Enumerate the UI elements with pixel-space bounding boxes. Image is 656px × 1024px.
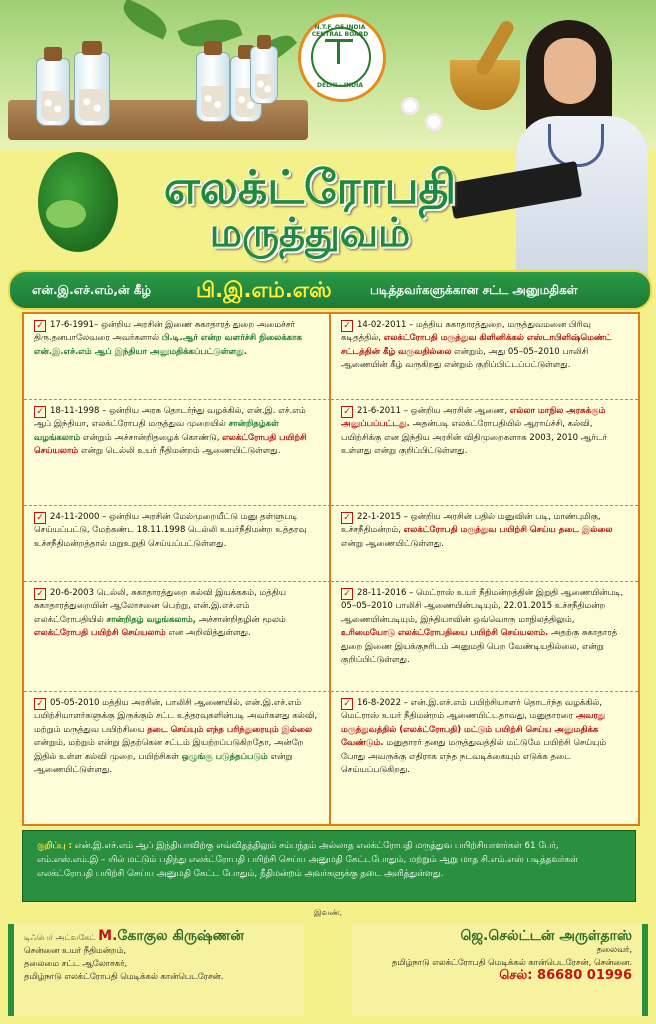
phone-number: செல்: 86680 01996: [499, 968, 632, 983]
flower-image: [428, 116, 440, 128]
checkbox-icon: ✓: [341, 698, 353, 710]
page-title-line1: எலக்ட்ரோபதி: [163, 160, 457, 214]
ribbon-text-1: என்.இ.எச்.எம்,ன் கீழ்: [32, 283, 152, 297]
flower-image: [404, 100, 416, 112]
pill-bottle-image: [74, 52, 110, 126]
leaf-image: [118, 0, 173, 40]
rulings-grid: [22, 312, 640, 826]
ruling-cell: ✓ 24-11-2000 – ஒன்றிய அரசின் மேல்முறையீட்டு மனு தள்ளுபடி செய்யப்பட்டு, மேற்கண்ட 18.11.1998 டெல்லி உயர்நீதிமன்ற உத்தரவு உச்சநீதிமன்றத்தால் மறுஉறுதி செய்யப்பட்டுள்ளது.: [24, 506, 331, 582]
note-label: குறிப்பு :: [37, 841, 73, 851]
page-title-line2: மருத்துவம்: [209, 210, 411, 256]
ruling-cell: ✓ 21-6-2011 – ஒன்றிய அரசின் ஆணை, எல்லா மாநில அரசுக்கும் அனுப்பப்பட்டது. அதன்படி எலக்ட்ரோபதியில் ஆராய்ச்சி, கல்வி, பயிற்சிக்கு என இந்திய அரசின் விதிமுறைகளாக 2003, 2010 ஆர்டர் உள்ளது என்று குறிப்பிட்டுள்ளது.: [331, 400, 638, 506]
pill-bottle-image: [196, 52, 230, 122]
checkbox-icon: ✓: [34, 320, 46, 332]
note-box: [22, 830, 636, 902]
checkbox-icon: ✓: [34, 588, 46, 600]
seal-text-bottom: DELHI - INDIA: [317, 82, 363, 89]
pill-bottle-image: [36, 58, 70, 126]
checkbox-icon: ✓: [34, 698, 46, 710]
pill-bottle-image: [250, 46, 278, 104]
ruling-cell: ✓ 17-6-1991– ஒன்றிய அரசின் இணை சுகாதாரத் துறை அமைச்சர் திரு.தனபாலேவரை அவர்களால் பி.டி.ஆர் என்ற வளர்ச்சி நிலைக்காக என்.இ.எச்.எம் ஆப் இந்தியா அனுமதிக்கப்பட்டுள்ளது.: [24, 314, 331, 400]
checkbox-icon: ✓: [341, 320, 353, 332]
checkbox-icon: ✓: [34, 512, 46, 524]
doctor-image: [508, 20, 648, 270]
ruling-cell: ✓ 22-1-2015 – ஒன்றிய அரசின் பதில் மனுவின் படி, மாண்புமிகு, உச்சநீதிமன்றம், எலக்ட்ரோபதி மருத்துவ பயிற்சி செய்ய தடை இல்லை என்று ஆணையிட்டுள்ளது.: [331, 506, 638, 582]
subtitle-ribbon: [8, 270, 652, 310]
scales-icon: [325, 39, 353, 68]
checkbox-icon: ✓: [341, 588, 353, 600]
signatory-line: தமிழ்நாடு எலக்ட்ரோபதி மெடிக்கல் கான்பெடரேசன்.: [24, 971, 224, 981]
checkbox-icon: ✓: [341, 512, 353, 524]
signatory-line: சென்னை உயர் நீதிமன்றம்,: [24, 945, 126, 955]
ruling-cell: ✓ 28-11-2016 – மெட்ராஸ் உயர் நீதிமன்றத்தின் இறுதி ஆணையின்படி, 05–05–2010 பாலிசி ஆணையின்படியும், 22.01.2015 உச்சநீதிமன்ற ஆணையின்படியும், இந்தியாவின் ஒவ்வொரு மாநிலத்திலும், உரிமையோடு எலக்ட்ரோபதியை பயிற்சி செய்யலாம். அதற்கு சுகாதாரத் துறை இணை இயக்குநரிடம் அனுமதி பெற வேண்டியதில்லை, என்று குறிப்பிட்டுள்ளது.: [331, 582, 638, 692]
ribbon-text-2: பி.இ.எம்.எஸ்: [196, 278, 332, 302]
ruling-cell: ✓ 05-05-2010 மத்திய அரசின், பாலிசி ஆணையில், என்.இ.எச்.எம் பயிற்சியாளர்களுக்கு இருக்கும் சட்ட உத்தரவுகளின்படி அவர்களது கல்வி, மற்றும் மருத்துவ பயிற்சியை தடை செய்யும் எந்த பரிந்துரையும் இல்லை என்றும், மற்றும் என்று இதற்கென சட்டம் இயற்றப்படுகிறதோ, அன்றே இதில் உள்ள கல்வி முறை, பயிற்சிகள் ஒழுங்கு படுத்தப்படும் என்று ஆணையிட்டுள்ளது.: [24, 692, 331, 824]
ruling-cell: ✓ 14-02-2011 – மத்திய சுகாதாரத்துறை, மருத்துவமனை பிரிவு கடிதத்தில், எலக்ட்ரோபதி மருத்துவ கிளினிக்கல் எஸ்டாபிளிஷ்மெண்ட் சட்டத்தின் கீழ் வருவதில்லை என்றும், அது 05–05–2010 பாலிசி ஆணையின் கீழ் வருகிறது என்றும் குறிப்பிட்டப்பட்டுள்ளது.: [331, 314, 638, 400]
checkbox-icon: ✓: [34, 406, 46, 418]
signatory-name: ஜெ.செல்ட்டன் அருள்தாஸ்: [460, 928, 632, 944]
ruling-cell: ✓ 16-8-2022 – என்.இ.எச்.எம் பயிற்சியாளர் தொடர்ந்த வழக்கில், மெட்ராஸ் உயர் நீதிமன்றம் ஆணையிட்டதாவது, மனுதாரரை அவரது மருத்துவத்தில் (எலக்ட்ரோபதி) மட்டும் பயிற்சி செய்ய அனுமதிக்க வேண்டும். மனுதாரர் தனது மருத்துவத்தில் மட்டுமே பயிற்சி செய்யும் போது அவருக்கு எதிராக எந்த நடவடிக்கையும் எடுக்க தடை செய்யப்படுகிறது.: [341, 698, 607, 776]
note-text: என்.இ.எச்.எம் ஆப் இந்தியாவிற்கு எவ்விதத்திலும் சம்பந்தம் அல்லாத எலக்ட்ரோபதி மருத்துவ பயிற்சியாளர்கள் 61 பேர், எம்.எஸ்.எம்.இ – யில் மட்டும் பதிந்து எலக்ட்ரோபதி பயிற்சி செய்ய அனுமதி கேட்டபோதும், மற்றும் ஆறு மாத சி.எம்.எஸ் படித்தவர்கள் எலக்ட்ரோபதி பயிற்சி செய்ய அனுமதி கேட்ட போதும், நீதிமன்றம் அவர்களுக்கு தடை அளித்துள்ளது.: [37, 841, 578, 879]
ruling-cell: ✓ 20-6-2003 டெல்லி, சுகாதாரத்துறை கல்வி இயக்ககம், மத்திய சுகாதாரத்துறையின் ஆலோசனை பெற்று, என்.இ.எச்.எம் எலக்ட்ரோபதியில் சான்றிதழ் வழங்கலாம், அச்சான்றிதழின் மூலம் எலக்ட்ரோபதி பயிற்சி செய்யலாம் என அறிவித்துள்ளது.: [24, 582, 331, 692]
signatory-name: கோகுல கிருஷ்ணன்: [117, 928, 244, 944]
signatory-line: தமிழ்நாடு எலக்ட்ரோபதி மெடிக்கல் கான்பெடரேசன், சென்னை.: [391, 957, 632, 967]
checkbox-icon: ✓: [341, 406, 353, 418]
signature-right: [352, 924, 648, 1016]
signatory-line: தலைவர்,: [596, 944, 632, 954]
ruling-cell: ✓ 18-11-1998 – ஒன்றிய அரசு தொடர்ந்து வழக்கில், என்.இ. எச்.எம் ஆப் இந்தியா, எலக்ட்ரோபதி மருத்துவ முறையில் சான்றிதழ்கள் வழங்கலாம் என்றும் அச்சான்றிதழைக் கொண்டு, எலக்ட்ரோபதி பயிற்சி செய்யலாம் என்று டெல்லி உயர் நீதிமன்றம் ஆணையிட்டுள்ளது.: [24, 400, 331, 506]
signatory-line: தலைமை சட்ட ஆலோசகர்,: [24, 958, 128, 968]
ribbon-text-3: படித்தவர்களுக்கான சட்ட அனுமதிகள்: [370, 283, 578, 297]
signature-left: [8, 924, 304, 1016]
seal-text-top: N.T.F. OF INDIA CENTRAL BOARD: [311, 24, 369, 38]
signatory-initial: M.: [98, 928, 118, 944]
closing-word: இவண்,: [313, 908, 343, 917]
signatory-prefix: டிஃபெர் அட்வகேட்: [24, 933, 99, 942]
herb-leaves-image: [46, 200, 86, 228]
